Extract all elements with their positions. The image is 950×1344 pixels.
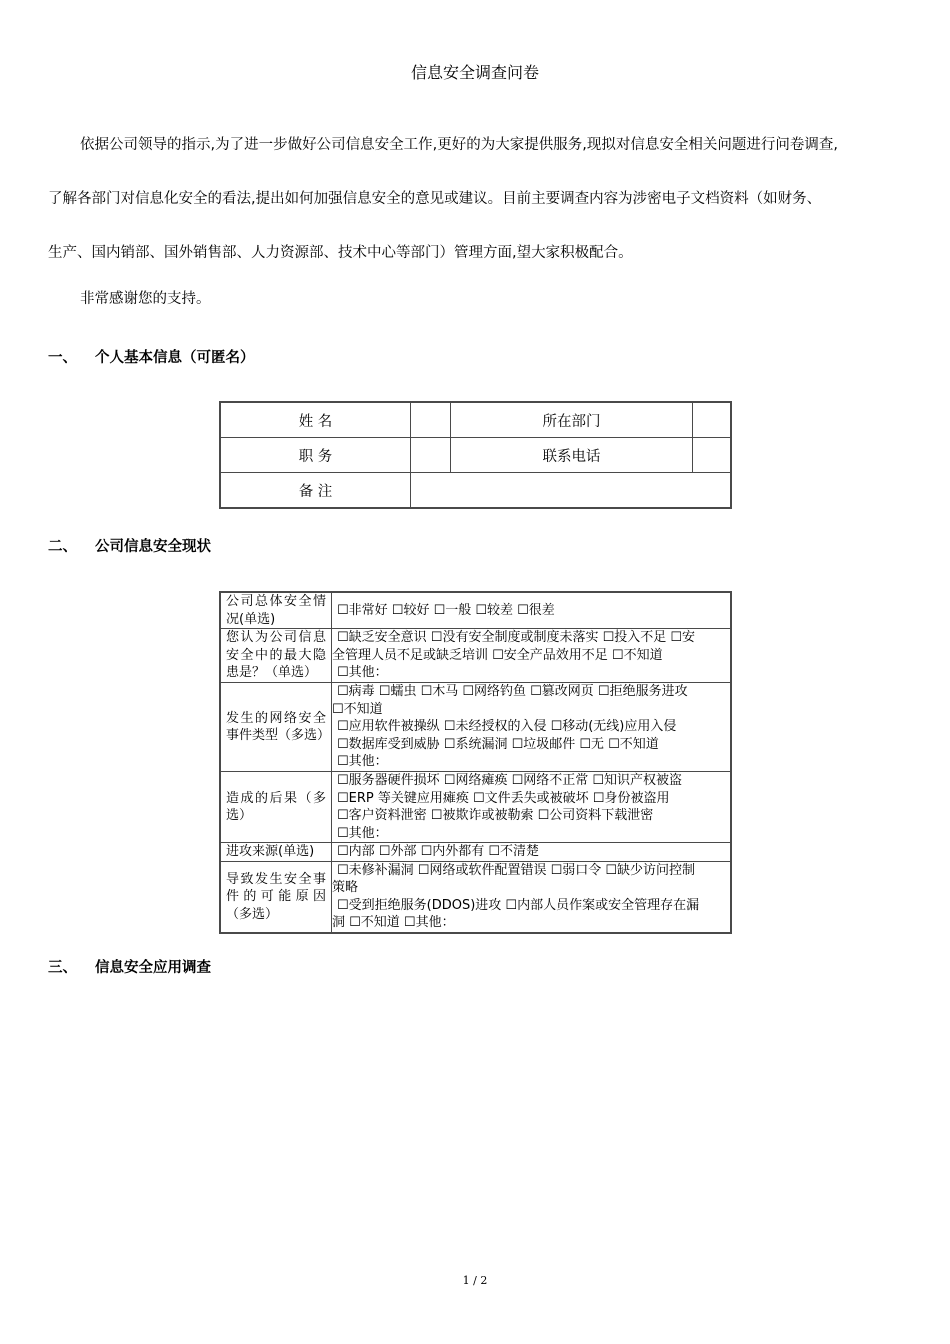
phone-label: 联系电话: [451, 438, 693, 473]
table-row: [220, 592, 731, 629]
remark-label: 备 注: [220, 473, 411, 509]
table-row: [220, 772, 731, 843]
option-line[interactable]: ☐缺乏安全意识 ☐没有安全制度或制度未落实 ☐投入不足 ☐安: [337, 630, 696, 646]
intro-line-2: 了解各部门对信息化安全的看法,提出如何加强信息安全的意见或建议。目前主要调查内容为涉密电子文档资料（如财务、: [48, 191, 822, 207]
option-line[interactable]: 策略: [332, 880, 359, 896]
question-options[interactable]: [332, 683, 732, 772]
option-line[interactable]: ☐其他：: [337, 754, 388, 770]
question-label: 造成的后果（多选）: [220, 772, 332, 843]
question-options[interactable]: [332, 592, 732, 629]
section-1-title: 个人基本信息（可匿名）: [95, 350, 255, 366]
question-label: 导致发生安全事件的可能原因（多选）: [220, 861, 332, 933]
dept-field[interactable]: [693, 402, 732, 438]
option-line[interactable]: ☐未修补漏洞 ☐网络或软件配置错误 ☐弱口令 ☐缺少访问控制: [337, 862, 696, 878]
option-line[interactable]: ☐服务器硬件损坏 ☐网络瘫痪 ☐网络不正常 ☐知识产权被盗: [337, 773, 683, 788]
option-line[interactable]: ☐内部 ☐外部 ☐内外都有 ☐不清楚: [337, 844, 540, 859]
section-1-heading: [48, 346, 255, 367]
page-title: 信息安全调查问卷: [410, 63, 539, 82]
name-label: 姓 名: [220, 402, 411, 438]
question-options[interactable]: [332, 772, 732, 843]
name-field[interactable]: [411, 402, 451, 438]
option-line[interactable]: ☐客户资料泄密 ☐被欺诈或被勒索 ☐公司资料下载泄密: [337, 808, 654, 823]
question-options[interactable]: [332, 843, 732, 862]
question-label: 进攻来源(单选): [220, 843, 332, 862]
security-status-table: [219, 591, 732, 934]
question-label: 您认为公司信息安全中的最大隐患是？（单选）: [220, 629, 332, 683]
question-label: 公司总体安全情况(单选): [220, 592, 332, 629]
section-3-heading: [48, 956, 211, 977]
table-row: [220, 861, 731, 933]
page-number: 1 / 2: [462, 1274, 488, 1287]
option-line[interactable]: ☐病毒 ☐蠕虫 ☐木马 ☐网络钓鱼 ☐篡改网页 ☐拒绝服务进攻: [337, 684, 688, 700]
option-line[interactable]: ☐ERP 等关键应用瘫痪 ☐文件丢失或被破坏 ☐身份被盗用: [337, 790, 670, 806]
section-2-heading: [48, 535, 211, 556]
intro-line-1: 依据公司领导的指示,为了进一步做好公司信息安全工作,更好的为大家提供服务,现拟对信息安全相关问题进行问卷调查,: [80, 137, 838, 153]
option-line[interactable]: 全管理人员不足或缺乏培训 ☐安全产品效用不足 ☐不知道: [332, 647, 663, 663]
section-3-number: 三、: [48, 960, 77, 976]
table-row: [220, 629, 731, 683]
section-2-title: 公司信息安全现状: [95, 539, 211, 555]
option-line[interactable]: ☐其他：: [337, 665, 388, 681]
section-1-number: 一、: [48, 350, 77, 366]
personal-info-table: [219, 401, 732, 509]
section-2-number: 二、: [48, 539, 77, 555]
option-line[interactable]: ☐其他：: [337, 825, 388, 841]
option-line[interactable]: ☐不知道: [332, 701, 383, 717]
thanks-text: 非常感谢您的支持。: [80, 291, 211, 307]
question-options[interactable]: [332, 629, 732, 683]
table-row: [220, 843, 731, 862]
section-3-title: 信息安全应用调查: [95, 960, 211, 976]
option-line[interactable]: ☐非常好 ☐较好 ☐一般 ☐较差 ☐很差: [337, 602, 555, 618]
dept-label: 所在部门: [451, 402, 693, 438]
phone-field[interactable]: [693, 438, 732, 473]
intro-line-3: 生产、国内销部、国外销售部、人力资源部、技术中心等部门）管理方面,望大家积极配合。: [48, 245, 633, 261]
remark-field[interactable]: [411, 473, 732, 509]
table-row: [220, 683, 731, 772]
option-line[interactable]: ☐受到拒绝服务(DDOS)进攻 ☐内部人员作案或安全管理存在漏: [337, 897, 700, 913]
question-options[interactable]: [332, 861, 732, 933]
option-line[interactable]: ☐数据库受到威胁 ☐系统漏洞 ☐垃圾邮件 ☐无 ☐不知道: [337, 736, 659, 752]
question-label: 发生的网络安全事件类型（多选）: [220, 683, 332, 772]
position-label: 职 务: [220, 438, 411, 473]
option-line[interactable]: 洞 ☐不知道 ☐其他：: [332, 915, 455, 931]
position-field[interactable]: [411, 438, 451, 473]
option-line[interactable]: ☐应用软件被操纵 ☐未经授权的入侵 ☐移动(无线)应用入侵: [337, 719, 677, 735]
